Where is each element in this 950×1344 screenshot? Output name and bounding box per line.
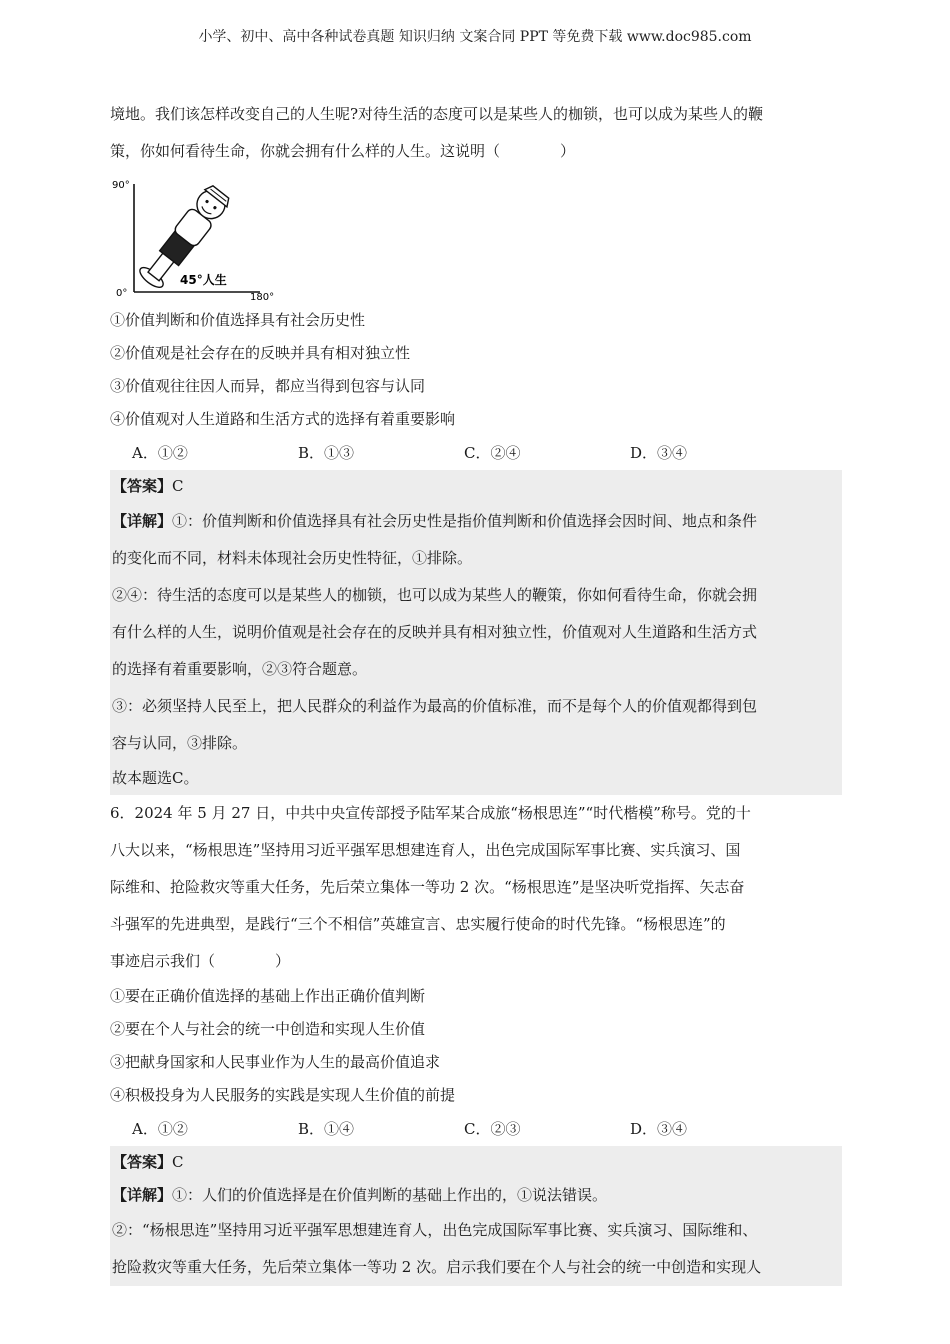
q6-stem-line: 际维和、抢险救灾等重大任务，先后荣立集体一等功 2 次。“杨根思连”是坚决听党指挥、矢志奋 (110, 878, 745, 896)
q5-choice-d: D．③④ (630, 444, 688, 462)
document-body (110, 96, 842, 1286)
q5-detail-line: ②④：待生活的态度可以是某些人的枷锁，也可以成为某些人的鞭策，你如何看待生命，你就会拥 (112, 586, 758, 604)
q6-choice-c: C．②③ (464, 1120, 521, 1138)
q6-option-3: ③把献身国家和人民事业作为人生的最高价值追求 (110, 1053, 441, 1071)
q6-choices (110, 1112, 842, 1146)
q6-option-1: ①要在正确价值选择的基础上作出正确价值判断 (110, 987, 426, 1005)
answer-label: 【答案】 (112, 1153, 173, 1171)
q5-answer-block (110, 470, 842, 795)
q5-choice-b: B．①③ (298, 444, 355, 462)
q6-option-2: ②要在个人与社会的统一中创造和实现人生价值 (110, 1020, 426, 1038)
q6-stem-line: 斗强军的先进典型，是践行“三个不相信”英雄宣言、忠实履行使命的时代先锋。“杨根思连”的 (110, 915, 726, 933)
q5-conclusion: 故本题选C。 (112, 769, 199, 787)
detail-label: 【详解】 (112, 512, 173, 530)
label-0: 0° (116, 288, 128, 299)
label-90: 90° (112, 180, 130, 191)
q6-detail-line: ②：“杨根思连”坚持用习近平强军思想建连育人，出色完成国际军事比赛、实兵演习、国际维和、 (112, 1221, 758, 1239)
detail-label: 【详解】 (112, 1186, 173, 1204)
q5-detail-line: 容与认同，③排除。 (112, 734, 248, 752)
q5-detail-line: ③：必须坚持人民至上，把人民群众的利益作为最高的价值标准，而不是每个人的价值观都得到包 (112, 697, 758, 715)
q5-detail-line: 的选择有着重要影响，②③符合题意。 (112, 660, 368, 678)
q6-answer (110, 1146, 842, 1179)
q5-answer (110, 470, 842, 503)
page-header[interactable]: 小学、初中、高中各种试卷真题 知识归纳 文案合同 PPT 等免费下载 www.doc985.com (198, 29, 752, 45)
q5-option-3: ③价值观往往因人而异，都应当得到包容与认同 (110, 377, 426, 395)
q5-choice-a: A．①② (132, 444, 188, 462)
q5-option-4: ④价值观对人生道路和生活方式的选择有着重要影响 (110, 410, 456, 428)
q5-stem-line: 策，你如何看待生命，你就会拥有什么样的人生。这说明（ ） (110, 142, 576, 160)
q6-choice-d: D．③④ (630, 1120, 688, 1138)
q5-choices (110, 436, 842, 470)
q6-choice-b: B．①④ (298, 1120, 355, 1138)
q5-detail-line: 的变化而不同，材料未体现社会历史性特征，①排除。 (112, 549, 473, 567)
q5-detail-line: 有什么样的人生，说明价值观是社会存在的反映并具有相对独立性，价值观对人生道路和生活方式 (112, 623, 758, 641)
q6-detail-line: 抢险救灾等重大任务，先后荣立集体一等功 2 次。启示我们要在个人与社会的统一中创造和实现人 (112, 1258, 762, 1276)
q5-choice-c: C．②④ (464, 444, 521, 462)
answer-label: 【答案】 (112, 477, 173, 495)
angle-45-life-illustration (110, 174, 290, 302)
q5-stem-line: 境地。我们该怎样改变自己的人生呢?对待生活的态度可以是某些人的枷锁，也可以成为某些人的鞭 (110, 105, 764, 123)
illustration-svg (110, 174, 290, 302)
answer-value: C (172, 1153, 184, 1171)
q6-stem-line: 八大以来，“杨根思连”坚持用习近平强军思想建连育人，出色完成国际军事比赛、实兵演习、国 (110, 841, 741, 859)
caption-45-life: 45°人生 (180, 273, 227, 287)
q5-option-1: ①价值判断和价值选择具有社会历史性 (110, 311, 366, 329)
q6-option-4: ④积极投身为人民服务的实践是实现人生价值的前提 (110, 1086, 456, 1104)
q6-stem-line: 6．2024 年 5 月 27 日，中共中央宣传部授予陆军某合成旅“杨根思连”“时代楷模”称号。党的十 (110, 804, 751, 822)
q5-detail-line: 【详解】①：价值判断和价值选择具有社会历史性是指价值判断和价值选择会因时间、地点和条件 (112, 512, 758, 530)
q6-answer-block (110, 1146, 842, 1286)
q5-option-2: ②价值观是社会存在的反映并具有相对独立性 (110, 344, 411, 362)
answer-value: C (172, 477, 184, 495)
q6-stem-line: 事迹启示我们（ ） (110, 952, 291, 970)
q6-detail-line: 【详解】①：人们的价值选择是在价值判断的基础上作出的，①说法错误。 (112, 1186, 608, 1204)
q6-choice-a: A．①② (132, 1120, 188, 1138)
label-180: 180° (250, 292, 275, 302)
